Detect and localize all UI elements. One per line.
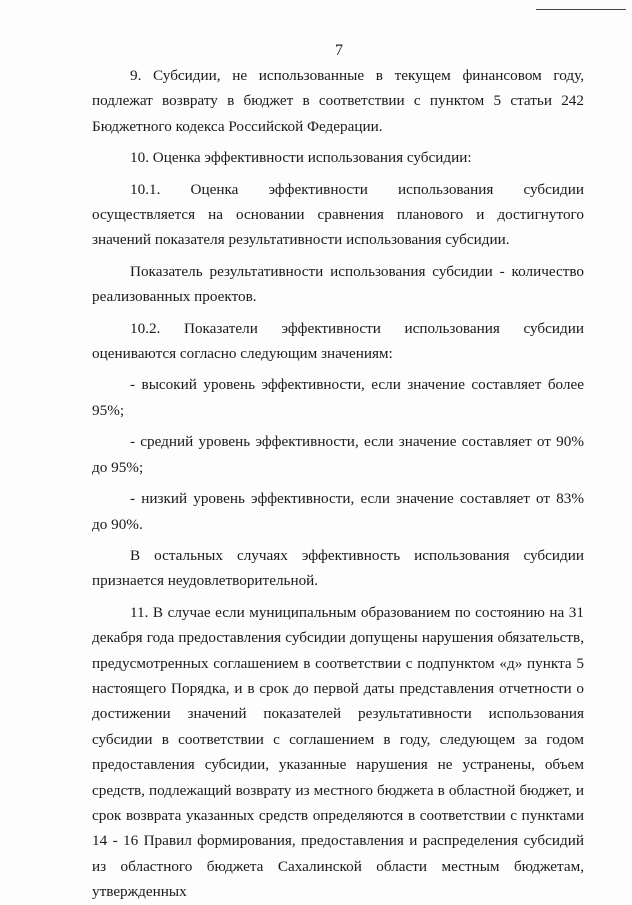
top-rule-line [536,9,626,10]
paragraph-11: 11. В случае если муниципальным образованием по состоянию на 31 декабря года предоставления субсидии допущены нарушения обязательств, предусмотренных соглашением в соответствии с подпунктом «д» пункта 5 настоящего Порядка, и в срок до первой даты представления отчетности о достижении значений показателей результативности использования субсидии в соответствии с соглашением в году, следующем за годом предоставления субсидии, указанные нарушения не устранены, объем средств, подлежащий возврату из местного бюджета в областной бюджет, и срок возврата указанных средств определяются в соответствии с пунктами 14 - 16 Правил формирования, предоставления и распределения субсидий из областного бюджета Сахалинской области местным бюджетам, утвержденных [92,603,584,901]
paragraph-indicator: Показатель результативности использования субсидии - количество реализованных проектов. [92,262,584,306]
list-item-low: - низкий уровень эффективности, если значение составляет от 83% до 90%. [92,490,584,533]
list-item-medium: - средний уровень эффективности, если значение составляет от 90% до 95%; [92,433,584,476]
paragraph-9: 9. Субсидии, не использованные в текущем финансовом году, подлежат возврату в бюджет в соответствии с пунктом 5 статьи 242 Бюджетного кодекса Российской Федерации. [92,67,584,135]
paragraph-10-heading: 10. Оценка эффективности использования субсидии: [130,149,472,167]
list-item-high: - высокий уровень эффективности, если значение составляет более 95%; [92,376,584,419]
paragraph-10-1: 10.1. Оценка эффективности использования субсидии осуществляется на основании сравнения планового и достигнутого значений показателя результативности использования субсидии. [92,180,584,249]
paragraph-other-cases: В остальных случаях эффективность использования субсидии признается неудовлетворительной. [92,546,584,590]
paragraph-10-2: 10.2. Показатели эффективности использования субсидии оцениваются согласно следующим значениям: [92,319,584,363]
document-body [92,63,584,905]
page-number: 7 [335,42,343,59]
